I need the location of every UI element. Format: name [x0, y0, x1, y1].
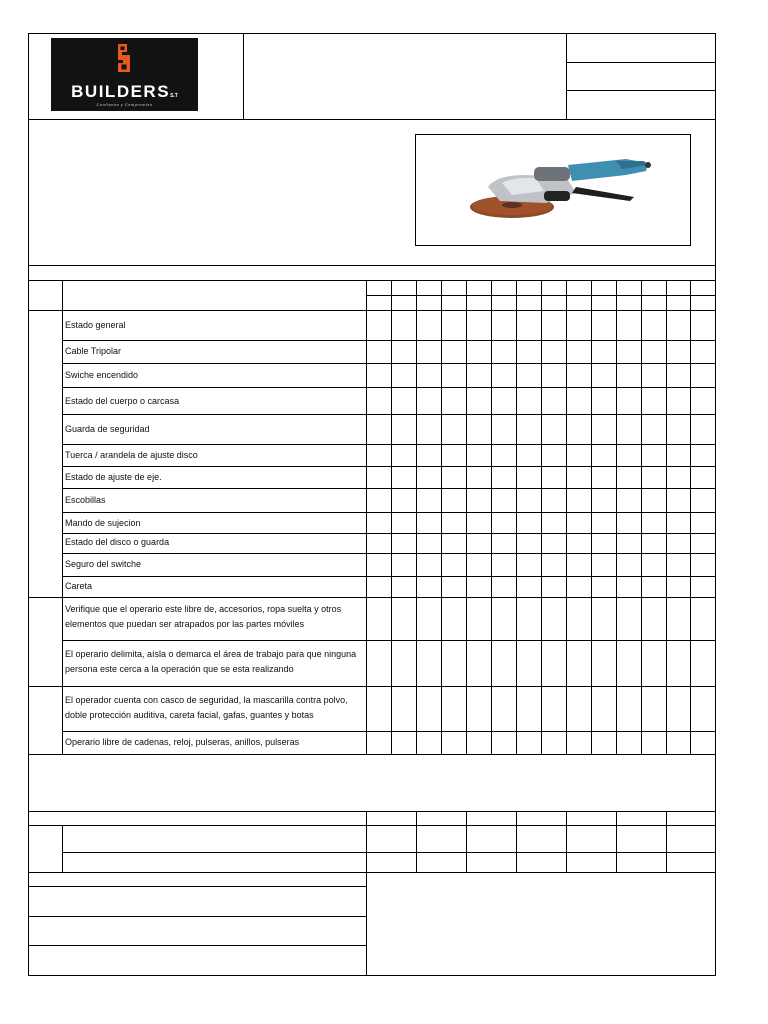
builders-logo-mark-icon [115, 43, 133, 75]
checklist-item: Guarda de seguridad [65, 424, 150, 434]
checklist-item: Escobillas [65, 495, 106, 505]
checklist-item: Estado general [65, 320, 126, 330]
checklist-item: El operador cuenta con casco de seguridad, la mascarilla contra polvo, doble protección auditiva, careta facial, gafas, guantes y botas [65, 695, 348, 720]
product-photo-frame [415, 134, 691, 246]
checklist-item: Verifique que el operario este libre de, accesorios, ropa suelta y otros elementos que puedan ser atrapados por las partes móviles [65, 604, 342, 629]
checklist-item: Operario libre de cadenas, reloj, pulseras, anillos, pulseras [65, 737, 300, 747]
checklist-item: Cable Tripolar [65, 346, 122, 356]
logo-tagline: Confianza y Compromiso [96, 102, 153, 107]
angle-grinder-icon [416, 135, 692, 247]
checklist-item: Seguro del switche [65, 559, 142, 569]
logo-brand: BUILDERSS.T [71, 82, 178, 101]
checklist-item: Tuerca / arandela de ajuste disco [65, 450, 198, 460]
builders-logo [51, 38, 198, 111]
checklist-item: Careta [65, 581, 93, 591]
checklist-item: Estado de ajuste de eje. [65, 472, 162, 482]
checklist-item: El operario delimita, aísla o demarca el área de trabajo para que ninguna persona este cerca a la operación que se esta realizando [65, 649, 357, 674]
checklist-item: Estado del disco o guarda [65, 537, 170, 547]
checklist-item: Swiche encendido [65, 370, 139, 380]
checklist-item: Mando de sujecion [65, 518, 141, 528]
checklist-item: Estado del cuerpo o carcasa [65, 396, 180, 406]
